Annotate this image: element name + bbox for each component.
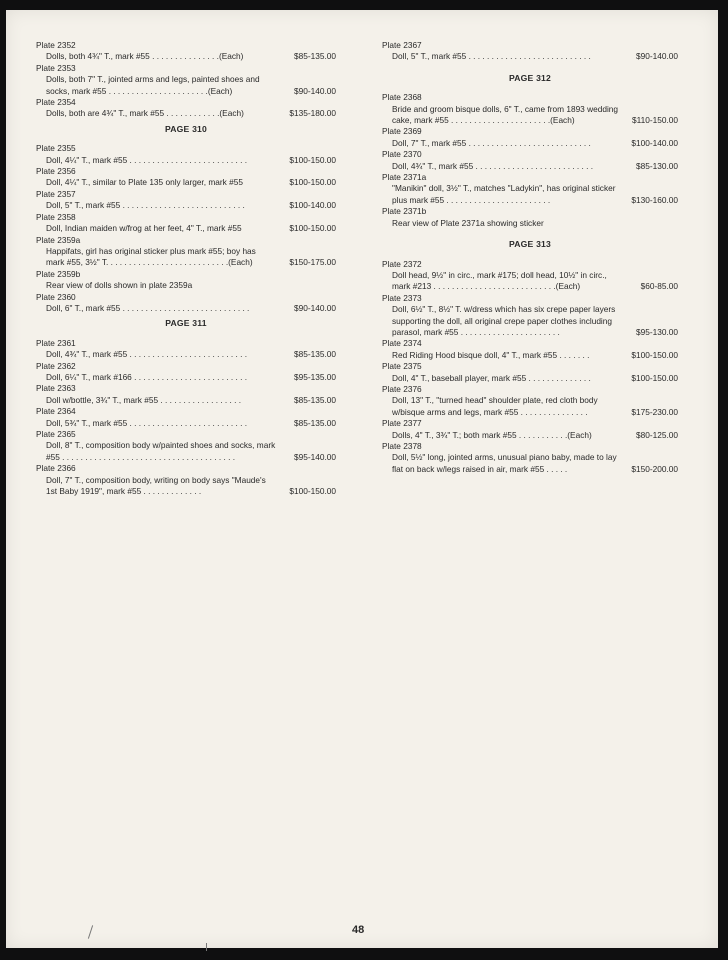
plate-price: $135-180.00 <box>289 108 336 119</box>
plate-number: Plate 2373 <box>382 292 422 303</box>
plate-number: Plate 2363 <box>36 383 76 394</box>
plate-description-row <box>382 270 678 293</box>
plate-entry <box>36 189 336 212</box>
plate-entry <box>36 406 336 429</box>
plate-entry <box>382 259 678 293</box>
section-heading: PAGE 311 <box>165 318 207 329</box>
plate-price: $150-175.00 <box>289 257 336 268</box>
plate-price: $100-150.00 <box>631 349 678 360</box>
plate-description: Doll, 6" T., mark #55 . . . . . . . . . . . . . . . . . . . . . . . . . . . . <box>46 302 250 313</box>
plate-entry <box>382 126 678 149</box>
page-number: 48 <box>352 924 365 936</box>
plate-description: Dolls, 4" T., 3¾" T.; both mark #55 . . . . . . . . . . .(Each) <box>392 429 592 440</box>
plate-description: Doll, 6½" T., 8½" T. w/dress which has six crepe paper layers supporting the doll, all original crepe paper clothes including parasol, mark #55 . . . . . . . . . . . . . . . . . . . . . . <box>392 304 616 337</box>
plate-number: Plate 2353 <box>36 62 76 73</box>
plate-description-row <box>36 74 336 97</box>
plate-price: $95-130.00 <box>636 326 678 337</box>
plate-description-row <box>36 108 336 119</box>
plate-price: $80-125.00 <box>636 429 678 440</box>
plate-description-row <box>382 161 678 172</box>
plate-price: $90-140.00 <box>294 85 336 96</box>
plate-number: Plate 2367 <box>382 40 422 50</box>
plate-price: $60-85.00 <box>640 281 678 292</box>
plate-entry <box>36 166 336 189</box>
plate-price: $85-130.00 <box>636 160 678 171</box>
plate-entry <box>382 149 678 172</box>
plate-number: Plate 2352 <box>36 40 76 50</box>
plate-description-row <box>36 51 336 62</box>
plate-description-row <box>382 373 678 384</box>
plate-description: Doll, Indian maiden w/frog at her feet, 4" T., mark #55 <box>46 223 242 234</box>
plate-description: Doll, 5¾" T., mark #55 . . . . . . . . . . . . . . . . . . . . . . . . . . <box>46 417 248 428</box>
plate-price: $85-135.00 <box>294 394 336 405</box>
plate-entry <box>36 63 336 97</box>
plate-description-row <box>36 349 336 360</box>
plate-description-row <box>382 430 678 441</box>
plate-number: Plate 2355 <box>36 143 76 154</box>
plate-description: Red Riding Hood bisque doll, 4" T., mark #55 . . . . . . . <box>392 349 590 360</box>
plate-entry <box>382 418 678 441</box>
plate-description: Dolls, both 7" T., jointed arms and legs, painted shoes and socks, mark #55 . . . . . . . . . . . . . . . . . . . . . .(Each) <box>46 74 260 96</box>
plate-price: $100-150.00 <box>289 154 336 165</box>
plate-description: "Manikin" doll, 3½" T., matches "Ladykin", has original sticker plus mark #55 . . . . . . . . . . . . . . . . . . . . . . . <box>392 183 616 205</box>
plate-number: Plate 2375 <box>382 361 422 372</box>
plate-description: Dolls, both are 4¾" T., mark #55 . . . . . . . . . . . .(Each) <box>46 108 244 119</box>
plate-description-row <box>382 395 678 418</box>
plate-entry <box>36 429 336 463</box>
plate-number: Plate 2372 <box>382 258 422 269</box>
plate-description: Bride and groom bisque dolls, 6" T., came from 1893 wedding cake, mark #55 . . . . . . . . . . . . . . . . . . . . . .(Each) <box>392 103 619 126</box>
plate-entry <box>382 293 678 339</box>
plate-description-row <box>382 218 678 229</box>
plate-entry <box>36 97 336 120</box>
plate-entry <box>36 212 336 235</box>
plate-price: $130-160.00 <box>631 194 678 205</box>
plate-price: $100-150.00 <box>631 372 678 383</box>
plate-number: Plate 2356 <box>36 166 76 177</box>
plate-price: $110-150.00 <box>632 115 678 126</box>
plate-number: Plate 2359b <box>36 268 81 279</box>
plate-description-row <box>36 418 336 429</box>
plate-description-row <box>36 200 336 211</box>
plate-price: $85-135.00 <box>294 417 336 428</box>
plate-price: $100-150.00 <box>289 486 336 497</box>
plate-description-row <box>36 280 336 291</box>
plate-entry <box>382 338 678 361</box>
plate-number: Plate 2369 <box>382 126 422 137</box>
plate-description: Doll, 7" T., composition body, writing on body says "Maude's 1st Baby 1919", mark #55 . . . . . . . . . . . . . <box>46 474 266 497</box>
plate-number: Plate 2368 <box>382 92 422 103</box>
plate-description-row <box>36 155 336 166</box>
plate-number: Plate 2377 <box>382 418 422 429</box>
plate-entry <box>36 269 336 292</box>
plate-description: Doll, 5½" long, jointed arms, unusual piano baby, made to lay flat on back w/legs raised in air, mark #55 . . . . . <box>392 452 617 474</box>
plate-entry <box>36 463 336 497</box>
plate-entry <box>36 143 336 166</box>
plate-description: Doll, 6¼" T., mark #166 . . . . . . . . . . . . . . . . . . . . . . . . . <box>46 371 248 382</box>
plate-description-row <box>36 303 336 314</box>
plate-price: $150-200.00 <box>631 463 678 474</box>
plate-description-row <box>382 452 678 475</box>
left-column <box>36 40 336 497</box>
section-heading: PAGE 310 <box>164 123 208 134</box>
plate-entry <box>36 292 336 315</box>
plate-description: Doll, 5" T., mark #55 . . . . . . . . . . . . . . . . . . . . . . . . . . . <box>392 51 591 62</box>
plate-entry <box>382 172 678 206</box>
plate-price: $100-140.00 <box>289 200 336 211</box>
plate-entry <box>36 338 336 361</box>
plate-description: Dolls, both 4¾" T., mark #55 . . . . . . . . . . . . . . .(Each) <box>46 51 244 62</box>
plate-entry <box>36 361 336 384</box>
plate-description-row <box>382 138 678 149</box>
plate-description-row <box>36 475 336 498</box>
stray-pen-mark <box>88 925 93 939</box>
plate-description-row <box>382 304 678 338</box>
plate-description: Doll, 4¾" T., mark #55 . . . . . . . . . . . . . . . . . . . . . . . . . . <box>392 160 594 171</box>
plate-number: Plate 2374 <box>382 338 422 349</box>
plate-number: Plate 2354 <box>36 97 76 108</box>
plate-description-row <box>36 177 336 188</box>
plate-price: $100-150.00 <box>289 177 336 188</box>
section-heading: PAGE 312 <box>508 72 552 83</box>
plate-number: Plate 2371a <box>382 172 427 183</box>
plate-entry <box>382 361 678 384</box>
plate-entry <box>382 40 678 63</box>
plate-description-row <box>36 372 336 383</box>
plate-entry <box>36 40 336 63</box>
plate-description: Doll w/bottle, 3¾" T., mark #55 . . . . . . . . . . . . . . . . . . <box>46 394 242 405</box>
plate-price: $95-140.00 <box>294 451 336 462</box>
plate-number: Plate 2361 <box>36 337 76 348</box>
plate-number: Plate 2365 <box>36 429 76 439</box>
plate-number: Plate 2370 <box>382 149 422 160</box>
plate-price: $100-150.00 <box>289 223 336 234</box>
plate-description-row <box>36 246 336 269</box>
plate-number: Plate 2364 <box>36 406 76 417</box>
plate-number: Plate 2360 <box>36 291 76 302</box>
plate-number: Plate 2371b <box>382 206 427 217</box>
plate-description-row <box>382 350 678 361</box>
plate-description: Doll, 4¼" T., mark #55 . . . . . . . . . . . . . . . . . . . . . . . . . . <box>46 154 248 165</box>
plate-price: $100-140.00 <box>631 137 678 148</box>
plate-description-row <box>382 183 678 206</box>
plate-entry <box>36 383 336 406</box>
stray-pen-mark <box>206 943 207 951</box>
plate-description: Rear view of Plate 2371a showing sticker <box>392 217 544 228</box>
plate-number: Plate 2358 <box>36 211 76 222</box>
plate-entry <box>382 206 678 229</box>
plate-number: Plate 2376 <box>382 383 422 394</box>
plate-description-row <box>36 440 336 463</box>
plate-number: Plate 2357 <box>36 188 76 199</box>
plate-description-row <box>36 395 336 406</box>
plate-price: $90-140.00 <box>636 51 678 62</box>
plate-description: Doll, 4¼" T., similar to Plate 135 only larger, mark #55 <box>46 177 243 188</box>
plate-entry <box>382 92 678 126</box>
plate-entry <box>382 384 678 418</box>
plate-description-row <box>382 104 678 127</box>
plate-price: $175-230.00 <box>631 406 678 417</box>
plate-entry <box>36 235 336 269</box>
plate-description: Doll, 8" T., composition body w/painted shoes and socks, mark #55 . . . . . . . . . . . . . . . . . . . . . . . . . . . . . . . . . . . . . . <box>46 440 276 462</box>
plate-number: Plate 2359a <box>36 234 81 245</box>
plate-description: Rear view of dolls shown in plate 2359a <box>46 280 193 291</box>
catalog-page <box>6 10 718 948</box>
plate-description: Doll, 7" T., mark #55 . . . . . . . . . . . . . . . . . . . . . . . . . . . <box>392 137 591 148</box>
plate-description: Happifats, girl has original sticker plus mark #55; boy has mark #55, 3½" T. . . . . . . . . . . . . . . . . . . . . . . . . . .(Each) <box>46 245 256 268</box>
plate-description: Doll head, 9½" in circ., mark #175; doll head, 10½" in circ., mark #213 . . . . . . . . . . . . . . . . . . . . . . . . . . .(Each) <box>392 269 607 292</box>
section-heading: PAGE 313 <box>508 239 552 250</box>
plate-number: Plate 2366 <box>36 463 76 474</box>
plate-number: Plate 2378 <box>382 441 422 451</box>
plate-price: $85-135.00 <box>294 51 336 62</box>
plate-description: Doll, 13" T., "turned head" shoulder plate, red cloth body w/bisque arms and legs, mark #55 . . . . . . . . . . . . . . . <box>392 395 598 417</box>
right-column <box>382 40 678 475</box>
plate-description: Doll, 4" T., baseball player, mark #55 . . . . . . . . . . . . . . <box>392 372 591 383</box>
plate-price: $90-140.00 <box>294 302 336 313</box>
plate-description-row <box>382 51 678 62</box>
plate-description: Doll, 5" T., mark #55 . . . . . . . . . . . . . . . . . . . . . . . . . . . <box>46 200 245 211</box>
plate-description: Doll, 4¾" T., mark #55 . . . . . . . . . . . . . . . . . . . . . . . . . . <box>46 349 248 360</box>
plate-entry <box>382 441 678 475</box>
plate-price: $85-135.00 <box>294 349 336 360</box>
plate-number: Plate 2362 <box>36 360 76 371</box>
plate-description-row <box>36 223 336 234</box>
plate-price: $95-135.00 <box>294 371 336 382</box>
